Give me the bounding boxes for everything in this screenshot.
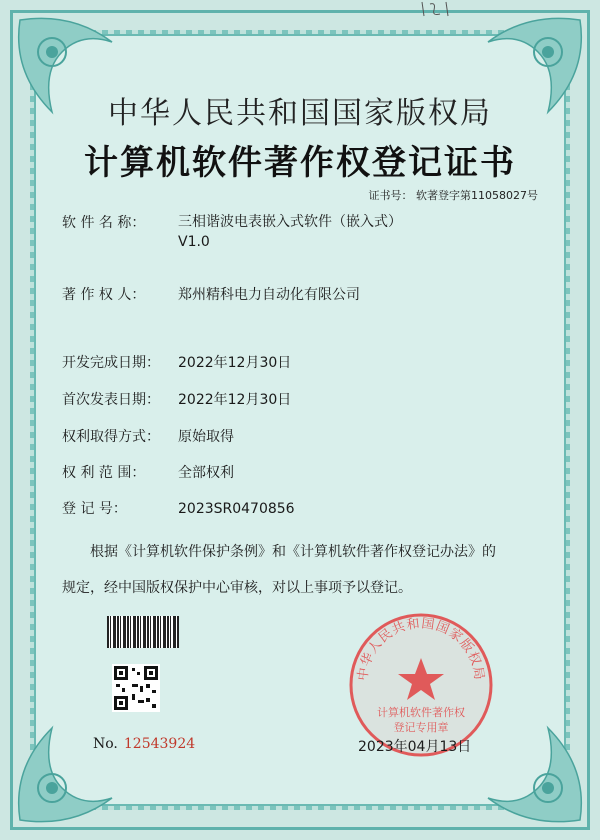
barcode-icon [107,616,179,648]
field-value: 2023SR0470856 [178,501,295,517]
field-value [178,212,402,252]
issuer-title: 中华人民共和国国家版权局 [108,96,492,131]
serial-number [93,736,195,752]
field-acquisition-method [62,426,234,446]
serial-value: 12543924 [123,736,196,752]
serial-prefix: No. [93,736,118,752]
field-publication-date [62,389,291,409]
field-label: 软 件 名 称： [62,215,146,231]
software-name-text: 三相谐波电表嵌入式软件（嵌入式） [178,214,402,230]
certificate-number [369,187,539,203]
certificate-number-value: 软著登字第11058027号 [416,189,538,202]
field-label: 权利取得方式： [62,429,160,445]
certificate-number-label: 证书号： [368,189,413,202]
statement-line-2: 规定，经中国版权保护中心审核，对以上事项予以登记。 [62,580,412,596]
field-software-name [62,212,402,252]
svg-text:计算机软件著作权: 计算机软件著作权 [377,706,465,719]
software-version-text: V1.0 [178,234,210,250]
field-value: 2022年12月30日 [178,392,292,408]
issue-date: 2023年04月13日 [358,739,472,755]
field-value: 郑州精科电力自动化有限公司 [178,287,360,303]
field-value: 2022年12月30日 [178,355,292,371]
field-label: 首次发表日期： [62,392,160,408]
field-registration-number [62,498,295,518]
svg-text:中华人民共和国国家版权局: 中华人民共和国国家版权局 [355,616,487,682]
field-label: 开发完成日期： [62,355,160,371]
field-label: 著 作 权 人： [62,287,146,303]
certificate-title: 计算机软件著作权登记证书 [84,143,516,183]
field-value: 原始取得 [178,429,234,445]
qr-code-icon [112,664,160,712]
field-value: 全部权利 [178,465,234,481]
statement-line-1: 根据《计算机软件保护条例》和《计算机软件著作权登记办法》的 [90,544,496,560]
field-completion-date [62,352,291,372]
field-label: 登 记 号： [62,501,127,517]
field-label: 权 利 范 围： [62,465,146,481]
field-rights-scope [62,462,234,482]
corner-ornament-icon [12,718,122,828]
handwritten-mark-icon [418,0,454,18]
field-copyright-owner [62,284,360,304]
svg-text:登记专用章: 登记专用章 [393,721,449,734]
